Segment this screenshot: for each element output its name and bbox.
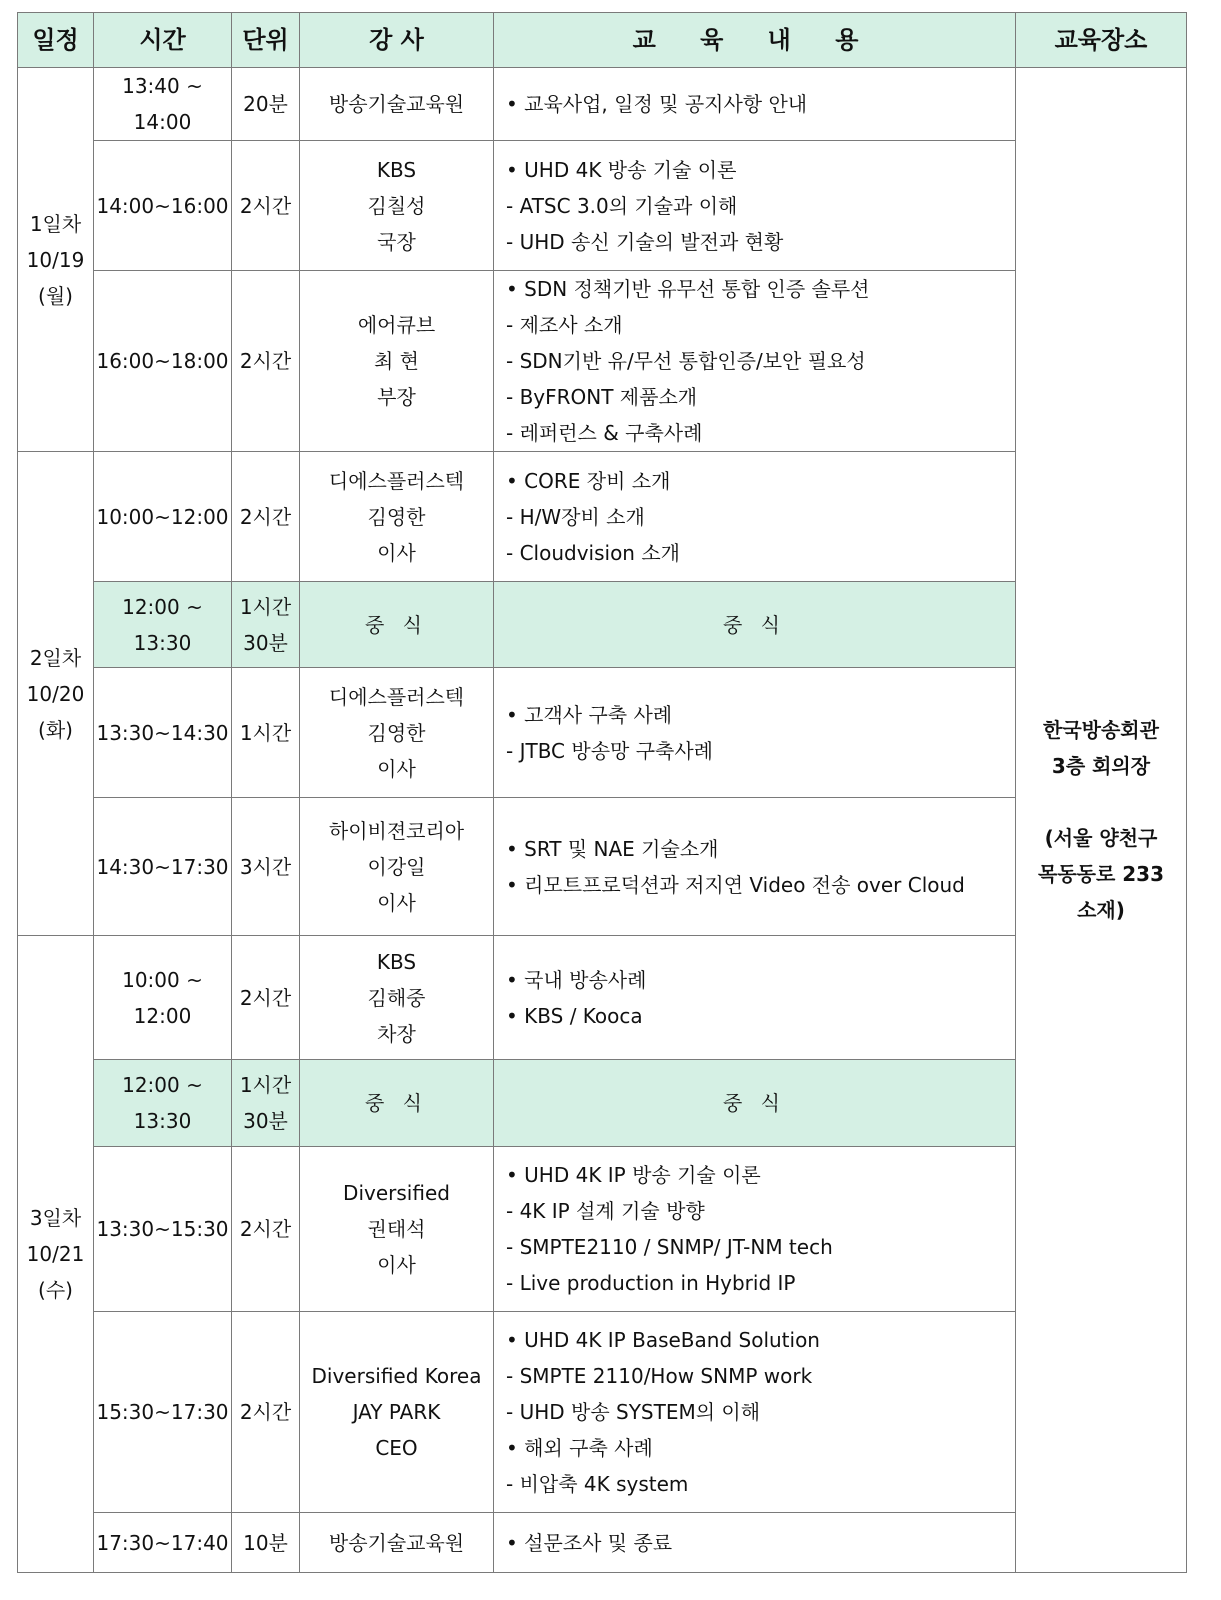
content-line: • KBS / Kooca — [506, 1003, 643, 1028]
content-line: 중 식 — [723, 1091, 786, 1115]
content-line: • UHD 4K 방송 기술 이론 — [506, 157, 737, 182]
venue-spacer — [1016, 784, 1186, 820]
unit-cell — [232, 936, 300, 1060]
unit-cell — [232, 1513, 300, 1573]
content-line: - SMPTE2110 / SNMP/ JT-NM tech — [506, 1235, 833, 1259]
unit-line: 3시간 — [239, 854, 292, 879]
content-cell — [494, 668, 1016, 798]
time-cell: 12:00 ~ 13:30 — [94, 582, 232, 668]
time-cell: 13:40 ~ 14:00 — [94, 68, 232, 141]
session-row — [18, 1312, 1187, 1513]
day-label: (수) — [38, 1278, 73, 1302]
content-line: - Live production in Hybrid IP — [506, 1271, 796, 1295]
instructor-line: 김영한 — [367, 504, 426, 529]
lunch-row — [18, 582, 1187, 668]
instructor-cell — [300, 68, 494, 141]
schedule-body — [18, 68, 1187, 1573]
instructor-line: 하이비젼코리아 — [328, 818, 465, 843]
instructor-line: Diversified Korea — [311, 1364, 482, 1388]
content-cell — [494, 141, 1016, 271]
header-unit: 단위 — [232, 13, 300, 68]
content-line: • CORE 장비 소개 — [506, 468, 671, 493]
content-line: • 고객사 구축 사례 — [506, 702, 673, 727]
venue-address: 소재) — [1077, 898, 1125, 922]
instructor-cell — [300, 582, 494, 668]
instructor-line: KBS — [376, 157, 417, 182]
content-cell — [494, 1312, 1016, 1513]
session-row — [18, 68, 1187, 141]
unit-cell — [232, 68, 300, 141]
session-row — [18, 668, 1187, 798]
day-label: (화) — [38, 717, 73, 742]
unit-line: 2시간 — [239, 1217, 292, 1241]
instructor-line: 김영한 — [367, 720, 426, 745]
time-cell: 10:00~12:00 — [94, 452, 232, 582]
session-row — [18, 1147, 1187, 1312]
venue-address: 목동동로 233 — [1038, 862, 1164, 886]
unit-line: 2시간 — [239, 504, 292, 529]
instructor-line: 이사 — [377, 1253, 416, 1277]
content-line: - 제조사 소개 — [506, 313, 623, 337]
session-row — [18, 1513, 1187, 1573]
content-line: • 해외 구축 사례 — [506, 1436, 653, 1460]
content-cell — [494, 582, 1016, 668]
time-cell: 13:30~15:30 — [94, 1147, 232, 1312]
content-line: - SMPTE 2110/How SNMP work — [506, 1364, 813, 1388]
content-line: - ATSC 3.0의 기술과 이해 — [506, 193, 738, 218]
instructor-line: KBS — [376, 949, 417, 974]
unit-line: 30분 — [243, 630, 288, 655]
instructor-line: 권태석 — [367, 1217, 426, 1241]
instructor-line: 차장 — [377, 1021, 416, 1046]
header-instructor: 강 사 — [300, 13, 494, 68]
content-line: - JTBC 방송망 구축사례 — [506, 738, 713, 763]
content-line: • SRT 및 NAE 기술소개 — [506, 836, 719, 861]
venue-room: 3층 회의장 — [1051, 754, 1151, 778]
content-cell — [494, 68, 1016, 141]
day-label: 3일차 — [29, 1206, 82, 1230]
instructor-line: 중 식 — [365, 612, 428, 637]
content-line: • 교육사업, 일정 및 공지사항 안내 — [506, 92, 808, 116]
content-line: • 국내 방송사례 — [506, 967, 647, 992]
unit-line: 20분 — [243, 92, 288, 116]
instructor-line: 디에스플러스텍 — [328, 468, 465, 493]
unit-line: 1시간 — [239, 720, 292, 745]
day-cell — [18, 68, 94, 452]
instructor-line: 방송기술교육원 — [328, 92, 465, 116]
content-line: - UHD 송신 기술의 발전과 현황 — [506, 229, 784, 254]
instructor-cell — [300, 271, 494, 452]
day-label: (월) — [38, 283, 73, 308]
time-cell: 14:30~17:30 — [94, 798, 232, 936]
day-label: 1일차 — [29, 211, 82, 236]
session-row — [18, 452, 1187, 582]
unit-cell — [232, 798, 300, 936]
instructor-line: 이사 — [377, 890, 416, 915]
instructor-line: 에어큐브 — [357, 313, 436, 337]
content-cell — [494, 1060, 1016, 1147]
instructor-cell — [300, 1513, 494, 1573]
instructor-cell — [300, 141, 494, 271]
unit-line: 10분 — [243, 1530, 288, 1555]
day-cell — [18, 936, 94, 1573]
instructor-line: 국장 — [377, 229, 416, 254]
instructor-line: Diversified — [343, 1181, 450, 1205]
unit-line: 1시간 — [239, 1073, 292, 1097]
unit-cell — [232, 1060, 300, 1147]
unit-line: 2시간 — [239, 349, 292, 373]
time-cell: 14:00~16:00 — [94, 141, 232, 271]
unit-line: 2시간 — [239, 1400, 292, 1424]
content-line: - ByFRONT 제품소개 — [506, 385, 698, 409]
instructor-line: 부장 — [377, 385, 416, 409]
header-row — [18, 13, 1187, 68]
session-row — [18, 798, 1187, 936]
instructor-cell — [300, 668, 494, 798]
content-line: - SDN기반 유/무선 통합인증/보안 필요성 — [506, 349, 866, 373]
instructor-line: 김해중 — [367, 985, 426, 1010]
unit-cell — [232, 1312, 300, 1513]
instructor-line: CEO — [375, 1436, 418, 1460]
instructor-cell — [300, 452, 494, 582]
venue-address: (서울 양천구 — [1044, 826, 1158, 850]
content-cell — [494, 452, 1016, 582]
content-line: - 4K IP 설계 기술 방향 — [506, 1199, 705, 1223]
content-cell — [494, 936, 1016, 1060]
schedule-table — [17, 12, 1187, 1573]
unit-cell — [232, 452, 300, 582]
unit-cell — [232, 1147, 300, 1312]
header-content: 교 육 내 용 — [494, 13, 1016, 68]
header-time: 시간 — [94, 13, 232, 68]
content-line: • UHD 4K IP BaseBand Solution — [506, 1328, 820, 1352]
instructor-line: 디에스플러스텍 — [328, 684, 465, 709]
day-cell — [18, 452, 94, 936]
session-row — [18, 936, 1187, 1060]
instructor-cell — [300, 936, 494, 1060]
content-cell — [494, 271, 1016, 452]
instructor-line: 이사 — [377, 756, 416, 781]
instructor-cell — [300, 798, 494, 936]
day-label: 2일차 — [29, 645, 82, 670]
content-cell — [494, 1147, 1016, 1312]
instructor-cell — [300, 1147, 494, 1312]
instructor-line: 김칠성 — [367, 193, 426, 218]
content-line: - 비압축 4K system — [506, 1472, 689, 1496]
unit-line: 2시간 — [239, 985, 292, 1010]
content-line: - Cloudvision 소개 — [506, 540, 680, 565]
unit-cell — [232, 271, 300, 452]
session-row — [18, 271, 1187, 452]
time-cell: 16:00~18:00 — [94, 271, 232, 452]
time-cell: 17:30~17:40 — [94, 1513, 232, 1573]
unit-line: 30분 — [243, 1109, 288, 1133]
time-cell: 12:00 ~ 13:30 — [94, 1060, 232, 1147]
content-cell — [494, 1513, 1016, 1573]
unit-line: 2시간 — [239, 193, 292, 218]
unit-cell — [232, 668, 300, 798]
day-label: 10/20 — [26, 681, 85, 706]
instructor-line: 방송기술교육원 — [328, 1530, 465, 1555]
content-line: • 리모트프로덕션과 저지연 Video 전송 over Cloud — [506, 872, 965, 897]
instructor-line: 최 현 — [374, 349, 419, 373]
unit-cell — [232, 582, 300, 668]
unit-line: 1시간 — [239, 594, 292, 619]
venue-name: 한국방송회관 — [1043, 718, 1159, 742]
time-cell: 13:30~14:30 — [94, 668, 232, 798]
instructor-line: 중 식 — [365, 1091, 428, 1115]
content-line: 중 식 — [723, 612, 786, 637]
content-line: - 레퍼런스 & 구축사례 — [506, 421, 703, 445]
content-line: • 설문조사 및 종료 — [506, 1530, 673, 1555]
time-cell: 15:30~17:30 — [94, 1312, 232, 1513]
instructor-line: JAY PARK — [352, 1400, 441, 1424]
time-cell: 10:00 ~ 12:00 — [94, 936, 232, 1060]
instructor-line: 이강일 — [367, 854, 426, 879]
instructor-cell — [300, 1312, 494, 1513]
venue-cell — [1016, 68, 1187, 1573]
session-row — [18, 141, 1187, 271]
day-label: 10/21 — [26, 1242, 85, 1266]
content-cell — [494, 798, 1016, 936]
content-line: - H/W장비 소개 — [506, 504, 645, 529]
lunch-row — [18, 1060, 1187, 1147]
header-venue: 교육장소 — [1016, 13, 1187, 68]
unit-cell — [232, 141, 300, 271]
header-day: 일정 — [18, 13, 94, 68]
content-line: • SDN 정책기반 유무선 통합 인증 솔루션 — [506, 277, 870, 301]
content-line: - UHD 방송 SYSTEM의 이해 — [506, 1400, 761, 1424]
instructor-line: 이사 — [377, 540, 416, 565]
day-label: 10/19 — [26, 247, 85, 272]
content-line: • UHD 4K IP 방송 기술 이론 — [506, 1163, 761, 1187]
instructor-cell — [300, 1060, 494, 1147]
